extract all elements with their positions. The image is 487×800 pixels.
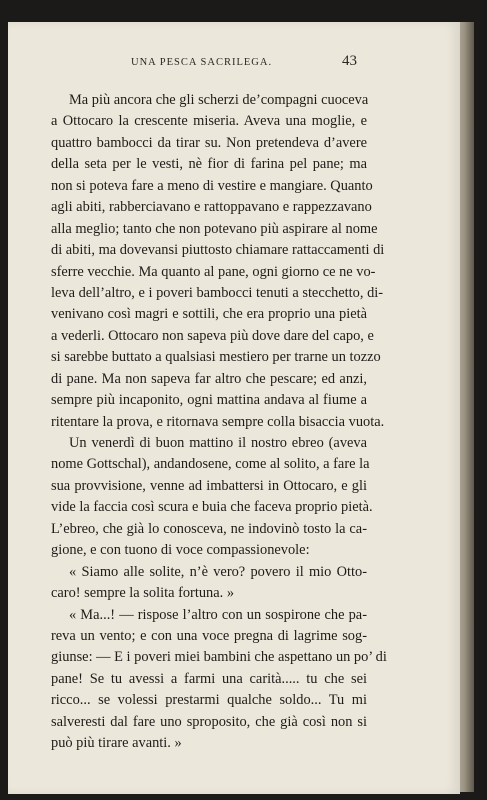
page-number: 43: [342, 53, 357, 69]
text-line: non si poteva fare a meno di vestire e mangiare. Quanto: [51, 177, 373, 194]
text-line: sempre più incaponito, ogni mattina andava al fiume a: [51, 392, 367, 409]
text-line: giunse: — E i poveri miei bambini che aspettano un po’ di: [51, 649, 387, 666]
text-line: caro! sempre la solita fortuna. »: [51, 585, 235, 602]
text-line: ritentare la prova, e ritornava sempre colla bisaccia vuota.: [51, 413, 385, 430]
text-line: L’ebreo, che già lo conosceva, ne indovinò tosto la ca-: [51, 520, 367, 537]
text-line: pane! Se tu avessi a farmi una carità..... tu che sei: [51, 670, 367, 687]
text-line: quattro bambocci da tirar su. Non pretendeva d’avere: [51, 134, 367, 151]
text-line: di pane. Ma non sapeva far altro che pescare; ed anzi,: [51, 370, 367, 387]
text-line: ricco... se volessi prestarmi qualche soldo... Tu mi: [51, 692, 367, 709]
text-line: leva dell’altro, e i poveri bambocci tenuti a stecchetto, di-: [51, 284, 384, 301]
text-line: gione, e con tuono di voce compassionevole:: [51, 542, 310, 559]
text-line: venivano così magri e sottili, che era proprio una pietà: [51, 306, 367, 323]
text-line: nome Gottschal), andandosene, come al solito, a fare la: [51, 456, 370, 473]
running-title: UNA PESCA SACRILEGA.: [131, 57, 273, 68]
text-line: vide la faccia così scura e buia che faceva proprio pietà.: [51, 499, 373, 516]
body-text: [51, 90, 387, 755]
text-line: « Ma...! — rispose l’altro con un sospirone che pa-: [69, 606, 367, 623]
text-line: Un venerdì di buon mattino il nostro ebreo (aveva: [69, 435, 367, 451]
text-line: della seta per le vesti, nè fior di farina pel pane; ma: [51, 156, 367, 173]
text-line: agli abiti, rabberciavano e rattoppavano e rappezzavano: [51, 199, 372, 216]
text-line: sferre vecchie. Ma quanto al pane, ogni giorno ce ne vo-: [51, 263, 376, 280]
text-line: reva un vento; e con una voce pregna di lagrime sog-: [51, 627, 367, 644]
text-line: a Ottocaro la crescente miseria. Aveva una moglie, e: [51, 113, 367, 130]
text-line: può più tirare avanti. »: [51, 735, 182, 752]
text-line: si sarebbe buttato a qualsiasi mestiero per trarne un tozzo: [51, 349, 381, 366]
text-line: di abiti, ma dovevansi piuttosto chiamare rattaccamenti di: [51, 242, 385, 259]
text-line: Ma più ancora che gli scherzi de’compagni cuoceva: [69, 92, 369, 108]
text-line: salveresti dal fare uno sproposito, che già così non si: [51, 713, 367, 730]
text-line: « Siamo alle solite, n’è vero? povero il mio Otto-: [69, 563, 367, 580]
text-line: alla meglio; tanto che non potevano più aspirare al nome: [51, 220, 378, 237]
text-line: a vederli. Ottocaro non sapeva più dove dare del capo, e: [51, 327, 374, 344]
text-line: sua provvisione, venne ad imbattersi in Ottocaro, e gli: [51, 477, 367, 494]
